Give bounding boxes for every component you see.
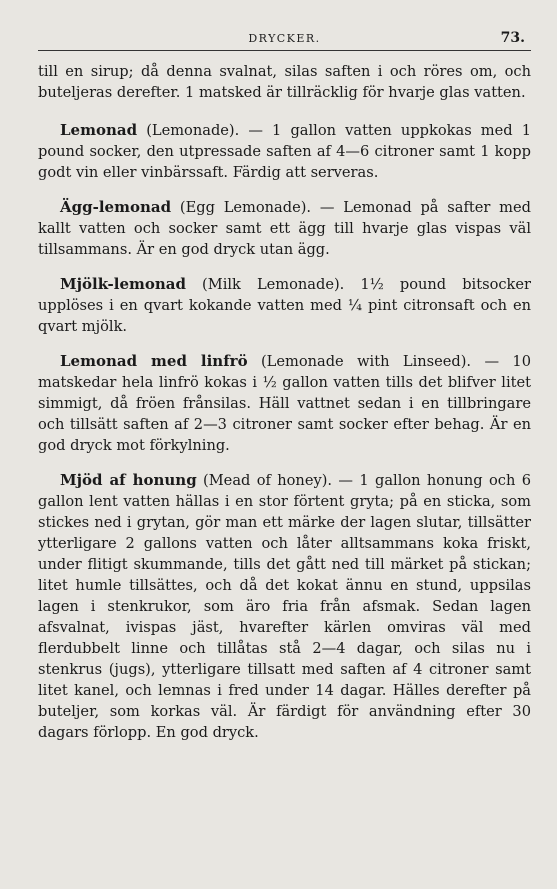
recipe-text: (Mead of honey). — 1 gallon honung och 6 gallon lent vatten hällas i en stor förtent gryta; på en sticka, som stickes ned i grytan, gör man ett märke der lagen slutar, tillsätter ytterligare 2 gallons vatten och låter alltsammans koka friskt, under flitigt skummande, tills det gått ned till märket på stickan; litet humle tillsättes, och då det kokat ännu en stund, uppsilas lagen i stenkrukor, som äro fria från afsmak. Sedan lagen afsvalnat, ivispas jäst, hvarefter kärlen omviras väl med flerdubbelt linne och tillåtas stå 2—4 dagar, och silas nu i stenkrus (jugs), ytterligare tillsatt med saften af 4 citroner samt litet kanel, och lemnas i fred under 14 dagar. Hälles derefter på buteljer, som korkas väl. Är färdigt för användning efter 30 dagars förlopp. En god dryck. [38, 472, 531, 741]
recipe-agg-lemonad [38, 197, 531, 260]
recipe-mjolk-lemonad [38, 274, 531, 337]
recipe-lemonad [38, 120, 531, 183]
paragraph-continuation [38, 61, 531, 103]
recipe-title: Lemonad [60, 121, 138, 139]
paragraph-text: till en sirup; då denna svalnat, silas saften i och röres om, och buteljeras derefter. 1 matsked är tillräcklig för hvarje glas vatten. [38, 63, 531, 101]
recipe-title: Lemonad med linfrö [60, 352, 248, 370]
recipe-text: (Lemonade with Linseed). — 10 matskedar hela linfrö kokas i ½ gallon vatten tills det blifver litet simmigt, då fröen frånsilas. Häll vattnet sedan i en tillbringare och tillsätt saften af 2—3 citroner samt socker efter behag. Är en god dryck mot förkylning. [38, 353, 531, 454]
recipe-title: Mjölk-lemonad [60, 275, 186, 293]
recipe-mjod-af-honung [38, 470, 531, 743]
recipe-text: (Milk Lemonade). 1½ pound bitsocker upplöses i en qvart kokande vatten med ¼ pint citronsaft och en qvart mjölk. [38, 276, 531, 335]
recipe-text: (Egg Lemonade). — Lemonad på safter med kallt vatten och socker samt ett ägg till hvarje glas vispas väl tillsammans. Är en god dryck utan ägg. [38, 199, 531, 258]
recipe-text: (Lemonade). — 1 gallon vatten uppkokas med 1 pound socker, den utpressade saften af 4—6 citroner samt 1 kopp godt vin eller vinbärssaft. Färdig att serveras. [38, 122, 531, 181]
recipe-title: Mjöd af honung [60, 471, 197, 489]
running-head-title: DRYCKER. [248, 32, 321, 45]
recipe-lemonad-med-linfro [38, 351, 531, 456]
running-head [38, 30, 531, 51]
page-number: 73. [500, 30, 525, 46]
recipe-title: Ägg-lemonad [60, 198, 172, 216]
